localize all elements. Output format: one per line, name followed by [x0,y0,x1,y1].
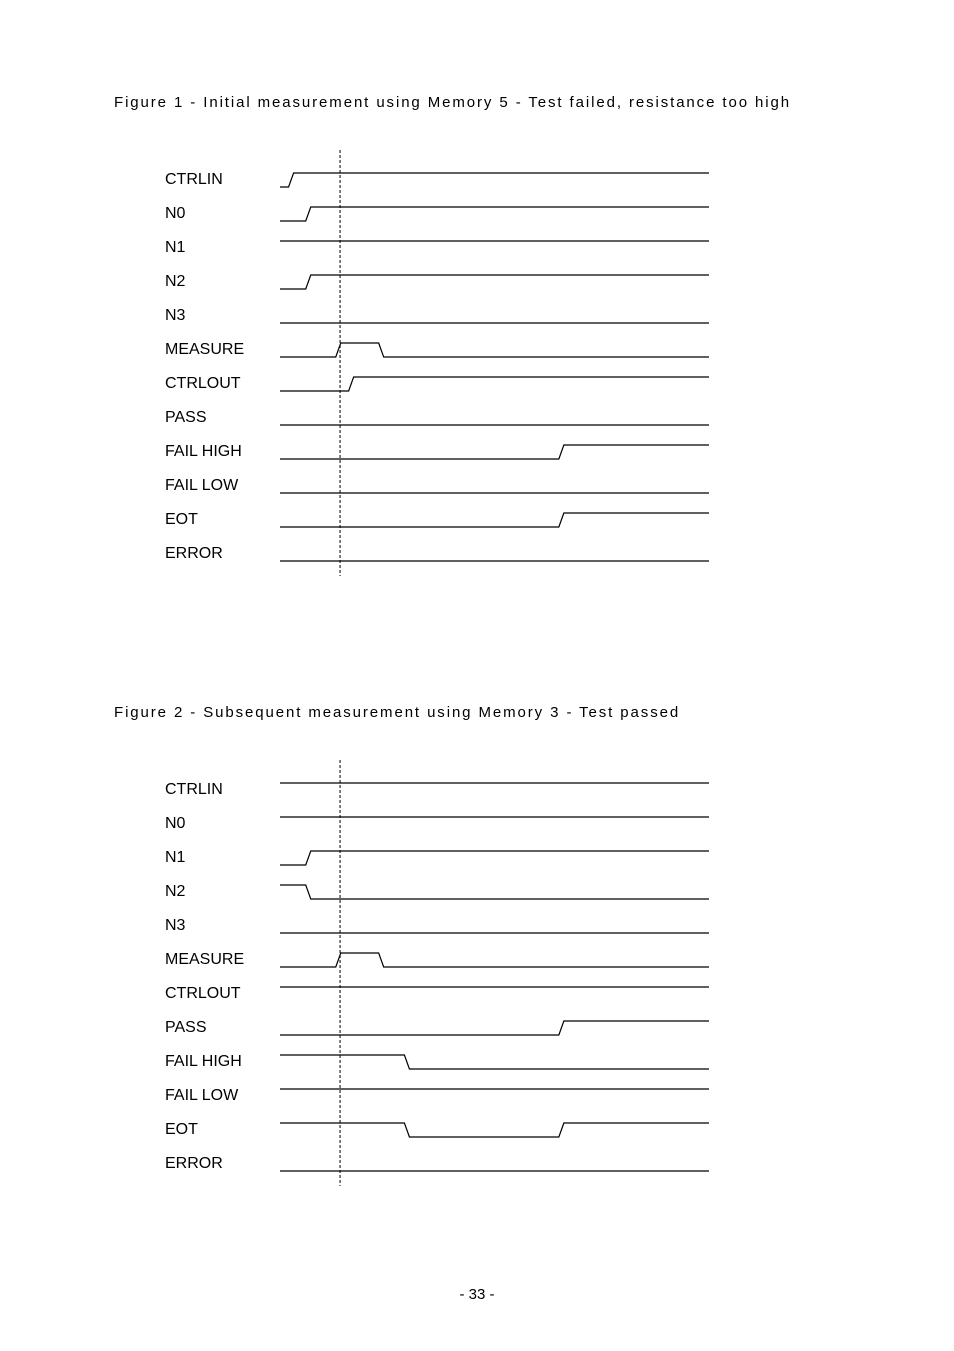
signal-label-ctrlout: CTRLOUT [165,985,241,1002]
timing-diagram-svg [0,140,954,590]
waveform-fail-high [280,445,709,459]
waveform-fail-high [280,1055,709,1069]
signal-label-n3: N3 [165,917,186,934]
waveform-pass [280,1021,709,1035]
waveform-n0 [280,207,709,221]
signal-label-error: ERROR [165,1155,223,1172]
signal-label-measure: MEASURE [165,341,245,358]
signal-label-n2: N2 [165,273,186,290]
signal-label-n3: N3 [165,307,186,324]
signal-label-n1: N1 [165,239,186,256]
figure-1-caption: Figure 1 - Initial measurement using Memory 5 - Test failed, resistance too high [114,94,791,111]
page-number: - 33 - [459,1286,495,1303]
signal-label-fail-low: FAIL LOW [165,477,239,494]
waveform-n2 [280,275,709,289]
waveform-eot [280,1123,709,1137]
signal-label-fail-high: FAIL HIGH [165,443,242,460]
signal-label-pass: PASS [165,1019,207,1036]
signal-label-ctrlout: CTRLOUT [165,375,241,392]
waveform-measure [280,343,709,357]
signal-label-eot: EOT [165,1121,198,1138]
waveform-ctrlin [280,173,709,187]
signal-label-ctrlin: CTRLIN [165,781,223,798]
timing-diagram-1 [0,140,954,590]
signal-label-fail-high: FAIL HIGH [165,1053,242,1070]
signal-label-n0: N0 [165,815,186,832]
signal-label-n1: N1 [165,849,186,866]
waveform-n1 [280,851,709,865]
signal-label-n2: N2 [165,883,186,900]
signal-label-measure: MEASURE [165,951,245,968]
timing-diagram-2 [0,750,954,1200]
waveform-measure [280,953,709,967]
signal-label-eot: EOT [165,511,198,528]
signal-label-n0: N0 [165,205,186,222]
figure-2-caption: Figure 2 - Subsequent measurement using Memory 3 - Test passed [114,704,681,721]
timing-diagram-svg [0,750,954,1200]
waveform-ctrlout [280,377,709,391]
waveform-eot [280,513,709,527]
signal-label-ctrlin: CTRLIN [165,171,223,188]
signal-label-pass: PASS [165,409,207,426]
signal-label-error: ERROR [165,545,223,562]
waveform-n2 [280,885,709,899]
signal-label-fail-low: FAIL LOW [165,1087,239,1104]
